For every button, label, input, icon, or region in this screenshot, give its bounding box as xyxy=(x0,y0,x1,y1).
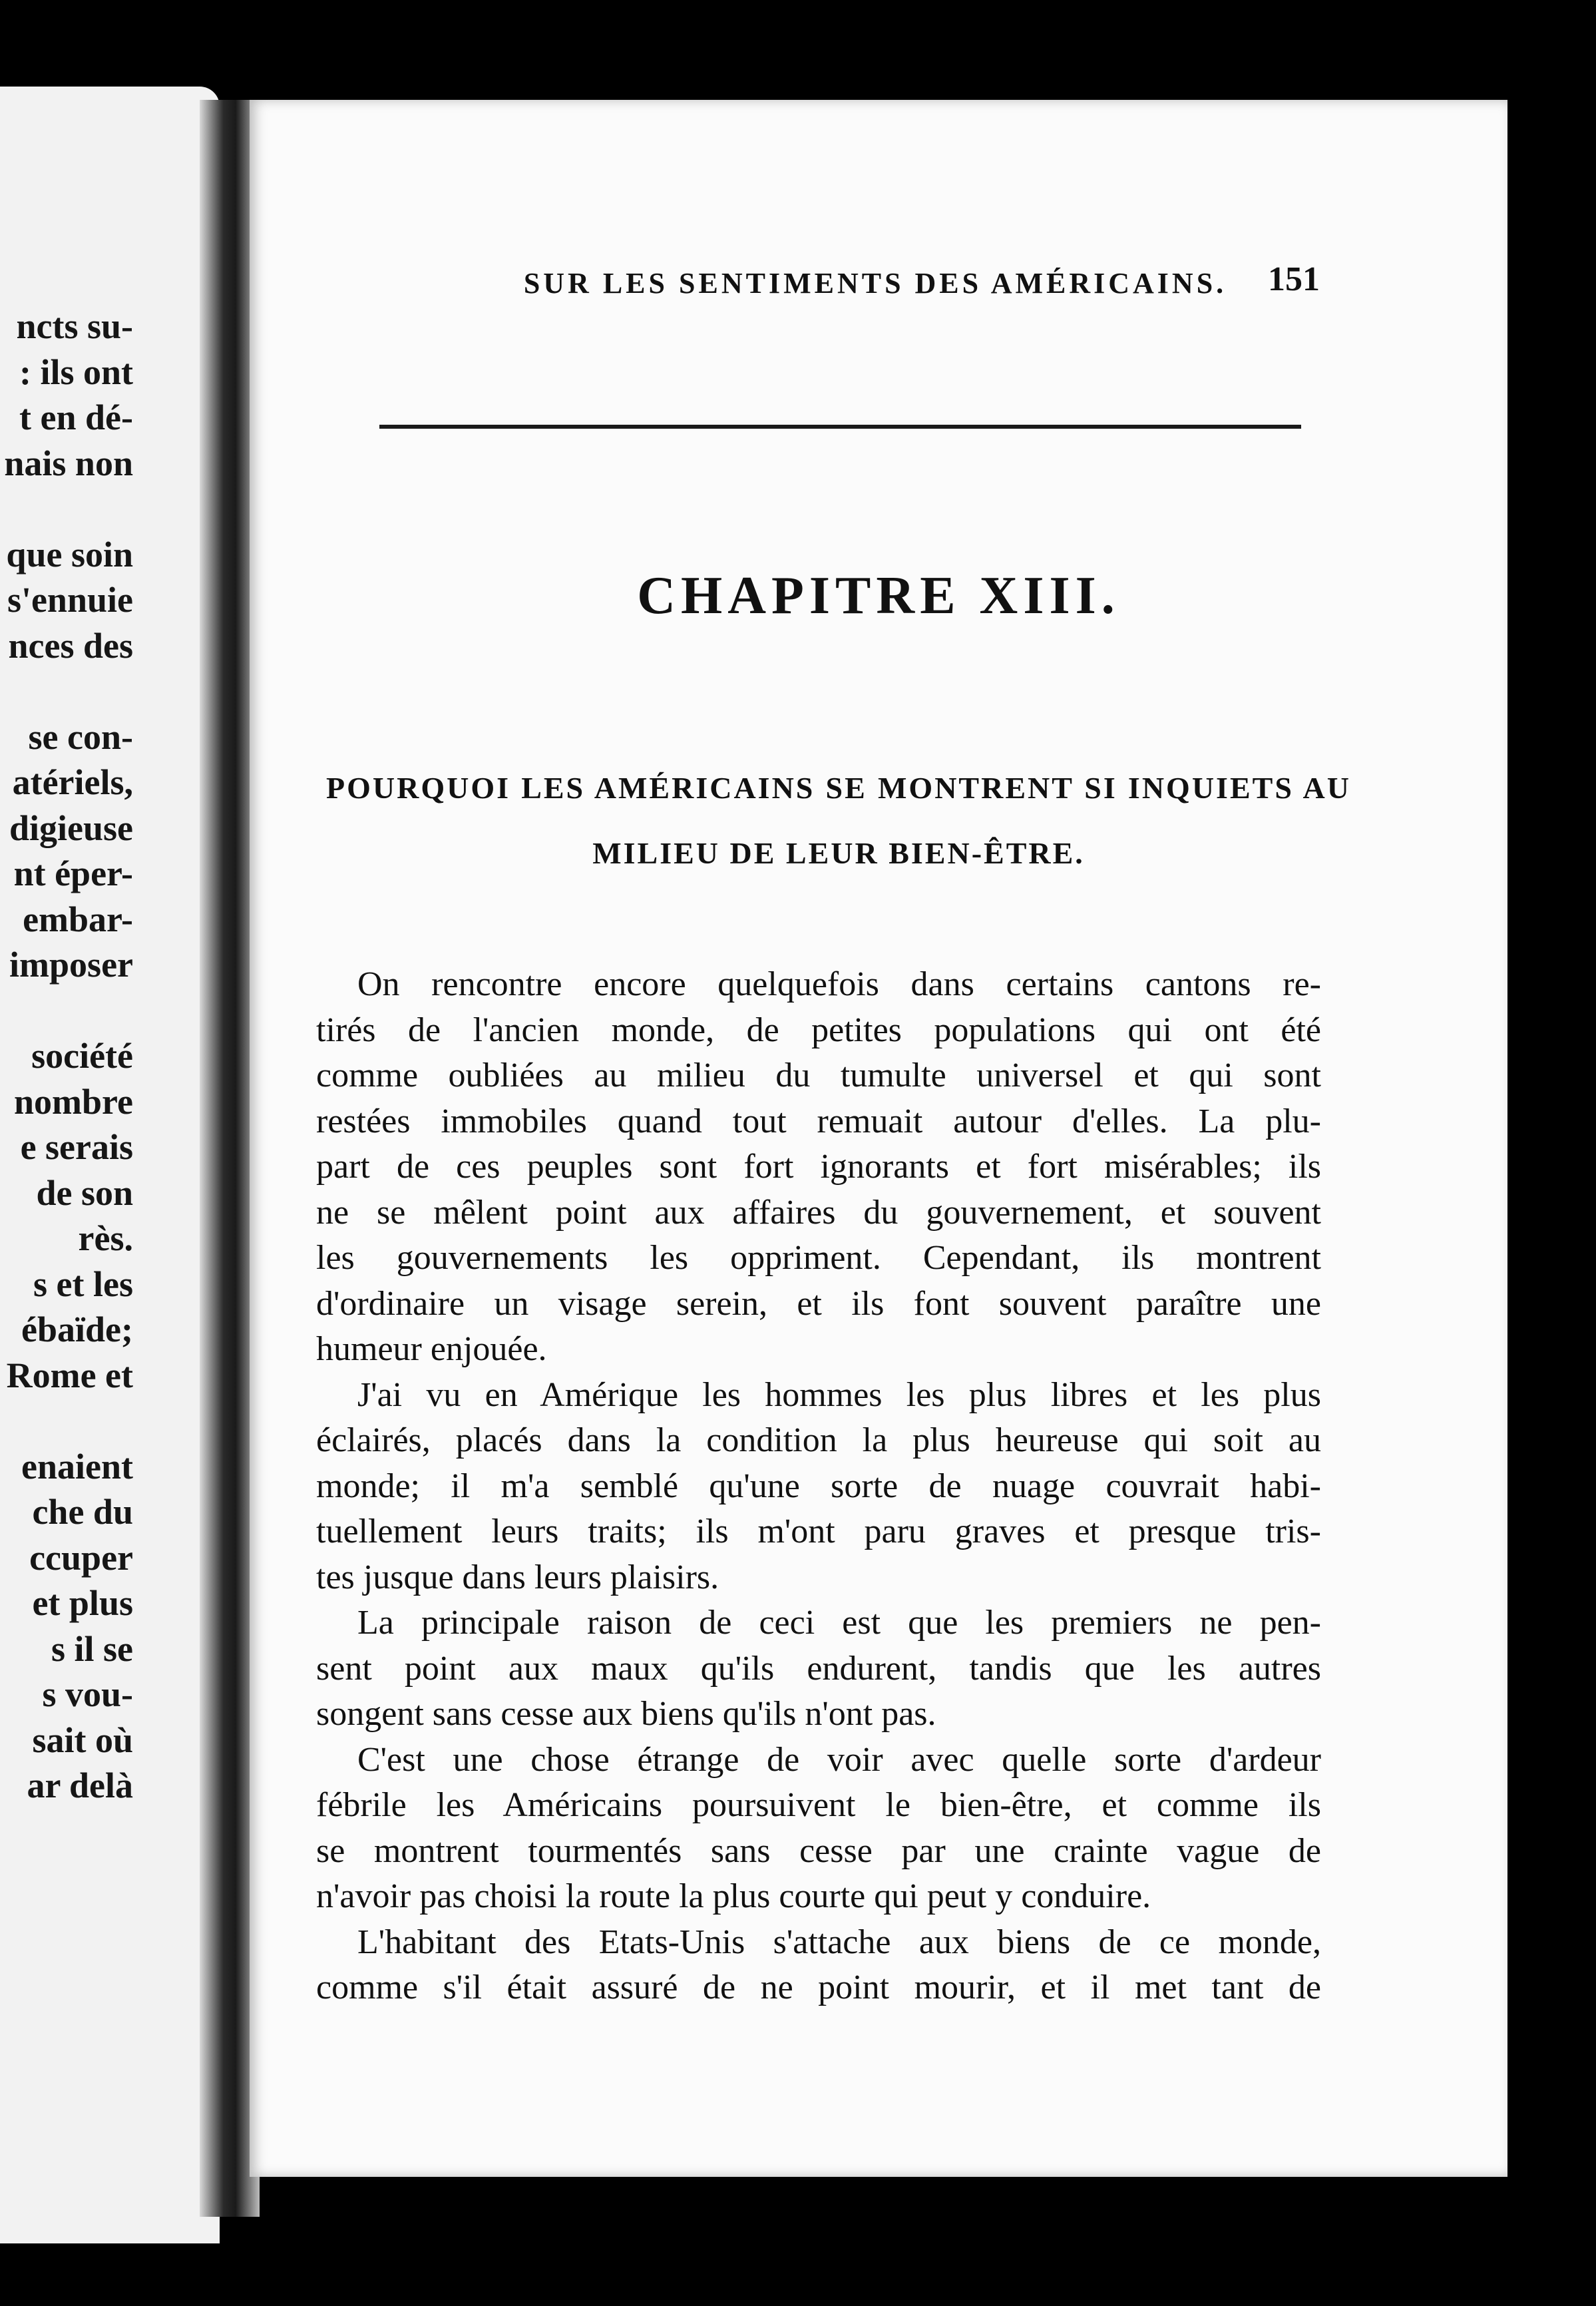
text-line: C'est une chose étrange de voir avec quelle sorte d'ardeur xyxy=(357,1740,1321,1779)
left-page-line: nces des xyxy=(8,625,133,666)
text-line: tes jusque dans leurs plaisirs. xyxy=(316,1558,719,1596)
paragraph xyxy=(316,962,1321,1373)
page-number: 151 xyxy=(1268,260,1320,298)
text-line: restées immobiles quand tout remuait autour d'elles. La plu- xyxy=(316,1102,1321,1140)
left-page-line: et plus xyxy=(32,1583,133,1623)
text-line: On rencontre encore quelquefois dans certains cantons re- xyxy=(357,965,1321,1003)
header-rule xyxy=(379,425,1301,429)
left-page-line: ar delà xyxy=(27,1765,133,1805)
left-page-line: t en dé- xyxy=(19,397,133,437)
text-line: monde; il m'a semblé qu'une sorte de nuage couvrait habi- xyxy=(316,1467,1321,1505)
running-head: SUR LES SENTIMENTS DES AMÉRICAINS. xyxy=(523,267,1227,300)
left-page-line: : ils ont xyxy=(19,351,133,392)
left-page-line: ncts su- xyxy=(16,306,133,346)
text-line: fébrile les Américains poursuivent le bien-être, et comme ils xyxy=(316,1786,1321,1824)
left-page-line: de son xyxy=(36,1172,133,1213)
text-line: ne se mêlent point aux affaires du gouvernement, et souvent xyxy=(316,1193,1321,1232)
left-page-line: atériels, xyxy=(12,762,133,802)
paragraph xyxy=(316,1373,1321,1601)
text-line: n'avoir pas choisi la route la plus courte qui peut y conduire. xyxy=(316,1877,1151,1915)
left-page-line: enaient xyxy=(21,1446,133,1487)
left-page-line: s et les xyxy=(33,1264,133,1304)
text-line: comme s'il était assuré de ne point mourir, et il met tant de xyxy=(316,1968,1321,2006)
left-page-line: se con- xyxy=(28,716,133,757)
left-page-line: ccuper xyxy=(29,1537,133,1578)
chapter-subtitle xyxy=(326,756,1351,886)
left-page-line: imposer xyxy=(9,945,133,985)
left-page-line: sait où xyxy=(32,1720,133,1760)
left-page-line: s'ennuie xyxy=(7,580,133,620)
chapter-title: CHAPITRE XIII. xyxy=(637,567,1120,625)
text-line: part de ces peuples sont fort ignorants et fort misérables; ils xyxy=(316,1148,1321,1186)
left-page-line: s il se xyxy=(51,1628,133,1669)
text-line: La principale raison de ceci est que les premiers ne pen- xyxy=(357,1604,1321,1642)
text-line: sent point aux maux qu'ils endurent, tandis que les autres xyxy=(316,1649,1321,1688)
chapter-subtitle-line: MILIEU DE LEUR BIEN-ÊTRE. xyxy=(592,836,1085,870)
left-page-line: société xyxy=(31,1036,133,1076)
paragraph xyxy=(316,1737,1321,1920)
left-page-line: e serais xyxy=(20,1127,133,1167)
text-line: d'ordinaire un visage serein, et ils font souvent paraître une xyxy=(316,1284,1321,1323)
book-page xyxy=(250,100,1507,2177)
left-page-line: nt éper- xyxy=(13,853,133,893)
left-page-line: embar- xyxy=(23,899,133,939)
left-page-line: digieuse xyxy=(9,807,133,848)
text-line: comme oubliées au milieu du tumulte universel et qui sont xyxy=(316,1056,1321,1094)
text-line: tirés de l'ancien monde, de petites populations qui ont été xyxy=(316,1011,1321,1049)
text-line: tuellement leurs traits; ils m'ont paru graves et presque tris- xyxy=(316,1512,1321,1550)
left-page-line: ébaïde; xyxy=(21,1309,133,1349)
left-page-line: que soin xyxy=(6,534,133,575)
left-page-line: s vou- xyxy=(42,1674,133,1714)
left-page-line: Rome et xyxy=(6,1355,133,1395)
text-line: J'ai vu en Amérique les hommes les plus libres et les plus xyxy=(357,1375,1321,1414)
left-page-line: rès. xyxy=(78,1218,133,1258)
left-page-line: nombre xyxy=(13,1081,133,1122)
left-page-line: nais non xyxy=(4,443,133,483)
text-line: se montrent tourmentés sans cesse par une crainte vague de xyxy=(316,1831,1321,1870)
text-line: songent sans cesse aux biens qu'ils n'ont pas. xyxy=(316,1695,936,1733)
text-line: les gouvernements les oppriment. Cependant, ils montrent xyxy=(316,1239,1321,1277)
text-line: L'habitant des Etats-Unis s'attache aux biens de ce monde, xyxy=(357,1923,1321,1961)
text-line: éclairés, placés dans la condition la plus heureuse qui soit au xyxy=(316,1421,1321,1459)
text-line: humeur enjouée. xyxy=(316,1330,547,1368)
body-text xyxy=(316,962,1321,2011)
paragraph xyxy=(316,1920,1321,2011)
left-facing-page xyxy=(0,87,220,2243)
paragraph xyxy=(316,1600,1321,1737)
left-page-line: che du xyxy=(32,1492,133,1532)
chapter-subtitle-line: POURQUOI LES AMÉRICAINS SE MONTRENT SI INQUIETS AU xyxy=(326,771,1351,805)
